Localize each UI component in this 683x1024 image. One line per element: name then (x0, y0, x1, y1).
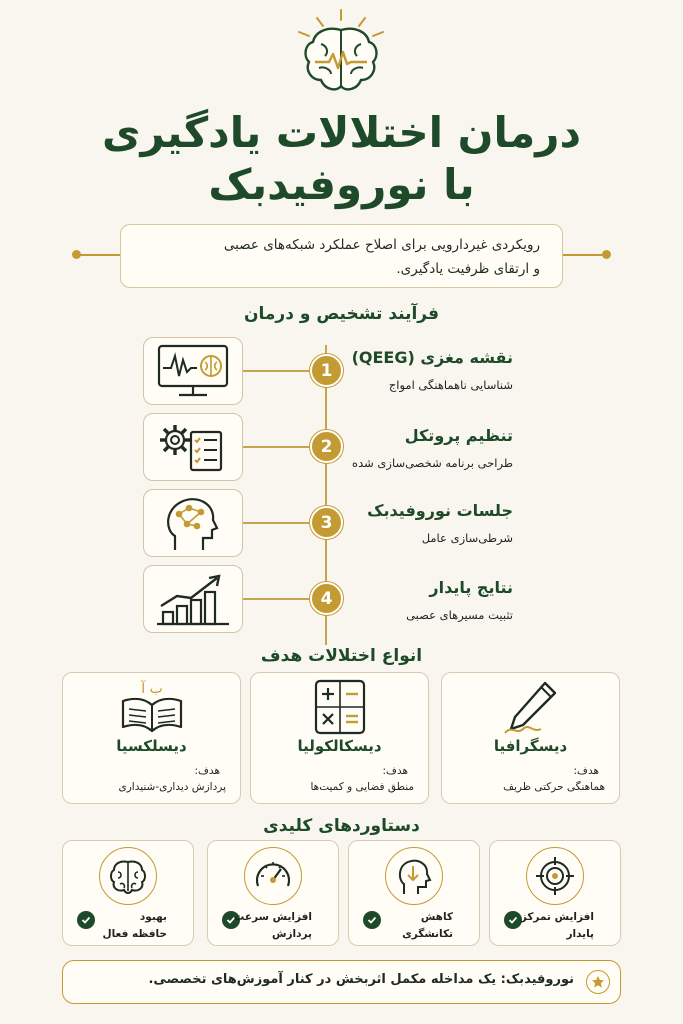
step-4-desc: تثبیت مسیرهای عصبی (406, 608, 513, 622)
step-1-title: نقشه مغزی (QEEG) (351, 348, 513, 367)
step-3-title: جلسات نوروفیدبک (367, 501, 513, 520)
disorder-card-dysgraphia (441, 672, 620, 804)
disorder-name: دیسگرافیا (493, 737, 568, 755)
subtitle-box (120, 224, 563, 288)
step-connector (243, 446, 313, 448)
step-2-title: تنظیم پروتکل (404, 426, 513, 445)
disorder-goal: پردازش دیداری-شنیداری (118, 781, 226, 793)
step-1-desc: شناسایی ناهماهنگی امواج (388, 378, 513, 392)
subtitle-line1: رویکردی غیردارویی برای اصلاح عملکرد شبکه‌های عصبی (223, 237, 540, 253)
dyslexia-letters: ب آ (140, 681, 163, 697)
page-title-line1: درمان اختلالات یادگیری (101, 108, 582, 157)
achievements-section-title: دستاوردهای کلیدی (263, 816, 420, 836)
brain-icon (108, 856, 148, 896)
divider-line (563, 254, 603, 256)
step-1-icon-card (143, 337, 243, 405)
growth-chart-icon (153, 570, 233, 628)
subtitle-line2: و ارتقای ظرفیت یادگیری. (396, 261, 540, 277)
step-3-desc: شرطی‌سازی عامل (421, 531, 513, 545)
monitor-brain-icon (153, 342, 233, 400)
head-network-icon (153, 492, 233, 554)
step-1-number: 1 (310, 354, 343, 387)
check-icon (504, 911, 522, 929)
achievement-card-memory (62, 840, 194, 946)
step-2-desc: طراحی برنامه شخصی‌سازی شده (352, 456, 513, 470)
achievement-label: افزایش سرعت پردازش (233, 911, 312, 940)
target-icon (535, 856, 575, 896)
speedometer-icon (253, 856, 293, 896)
achievement-card-impulsivity (348, 840, 480, 946)
disorder-name: دیسکالکولیا (297, 737, 382, 755)
disorder-goal-label: هدف: (573, 765, 599, 777)
step-2-icon-card (143, 413, 243, 481)
divider-line (80, 254, 120, 256)
step-connector (243, 370, 313, 372)
step-connector (243, 522, 313, 524)
divider-dot (602, 250, 611, 259)
check-icon (77, 911, 95, 929)
check-icon (363, 911, 381, 929)
star-icon (586, 970, 610, 994)
step-3-icon-card (143, 489, 243, 557)
achievement-label: کاهش تکانشگری (402, 911, 453, 940)
footer-text: نوروفیدبک: یک مداخله مکمل اثربخش در کنار آموزش‌های تخصصی. (148, 972, 574, 987)
disorders-section-title: انواع اختلالات هدف (260, 646, 423, 666)
step-connector (243, 598, 313, 600)
gear-checklist-icon (153, 418, 233, 476)
disorder-goal-label: هدف: (194, 765, 220, 777)
achievement-card-focus (489, 840, 621, 946)
achievement-label: بهبود حافظه فعال (102, 911, 167, 940)
step-4-icon-card (143, 565, 243, 633)
disorder-goal: هماهنگی حرکتی ظریف (503, 781, 605, 793)
step-3-number: 3 (310, 506, 343, 539)
header-brain-icon (291, 8, 391, 102)
disorder-goal: منطق فضایی و کمیت‌ها (310, 781, 414, 793)
footer-note (62, 960, 621, 1004)
open-book-icon (117, 679, 187, 735)
disorder-card-dyscalculia (250, 672, 429, 804)
step-4-title: نتایج پایدار (429, 578, 513, 597)
step-2-number: 2 (310, 430, 343, 463)
calculator-icon (310, 679, 370, 735)
calm-head-icon (394, 856, 434, 896)
achievement-label: افزایش تمرکز پایدار (520, 911, 594, 940)
disorder-name: دیسلکسیا (116, 737, 187, 755)
step-4-number: 4 (310, 582, 343, 615)
achievement-card-speed (207, 840, 339, 946)
pen-writing-icon (501, 679, 561, 735)
disorder-card-dyslexia (62, 672, 241, 804)
page-title-line2: با نوروفیدبک (208, 160, 475, 209)
disorder-goal-label: هدف: (382, 765, 408, 777)
process-section-title: فرآیند تشخیص و درمان (244, 304, 439, 324)
